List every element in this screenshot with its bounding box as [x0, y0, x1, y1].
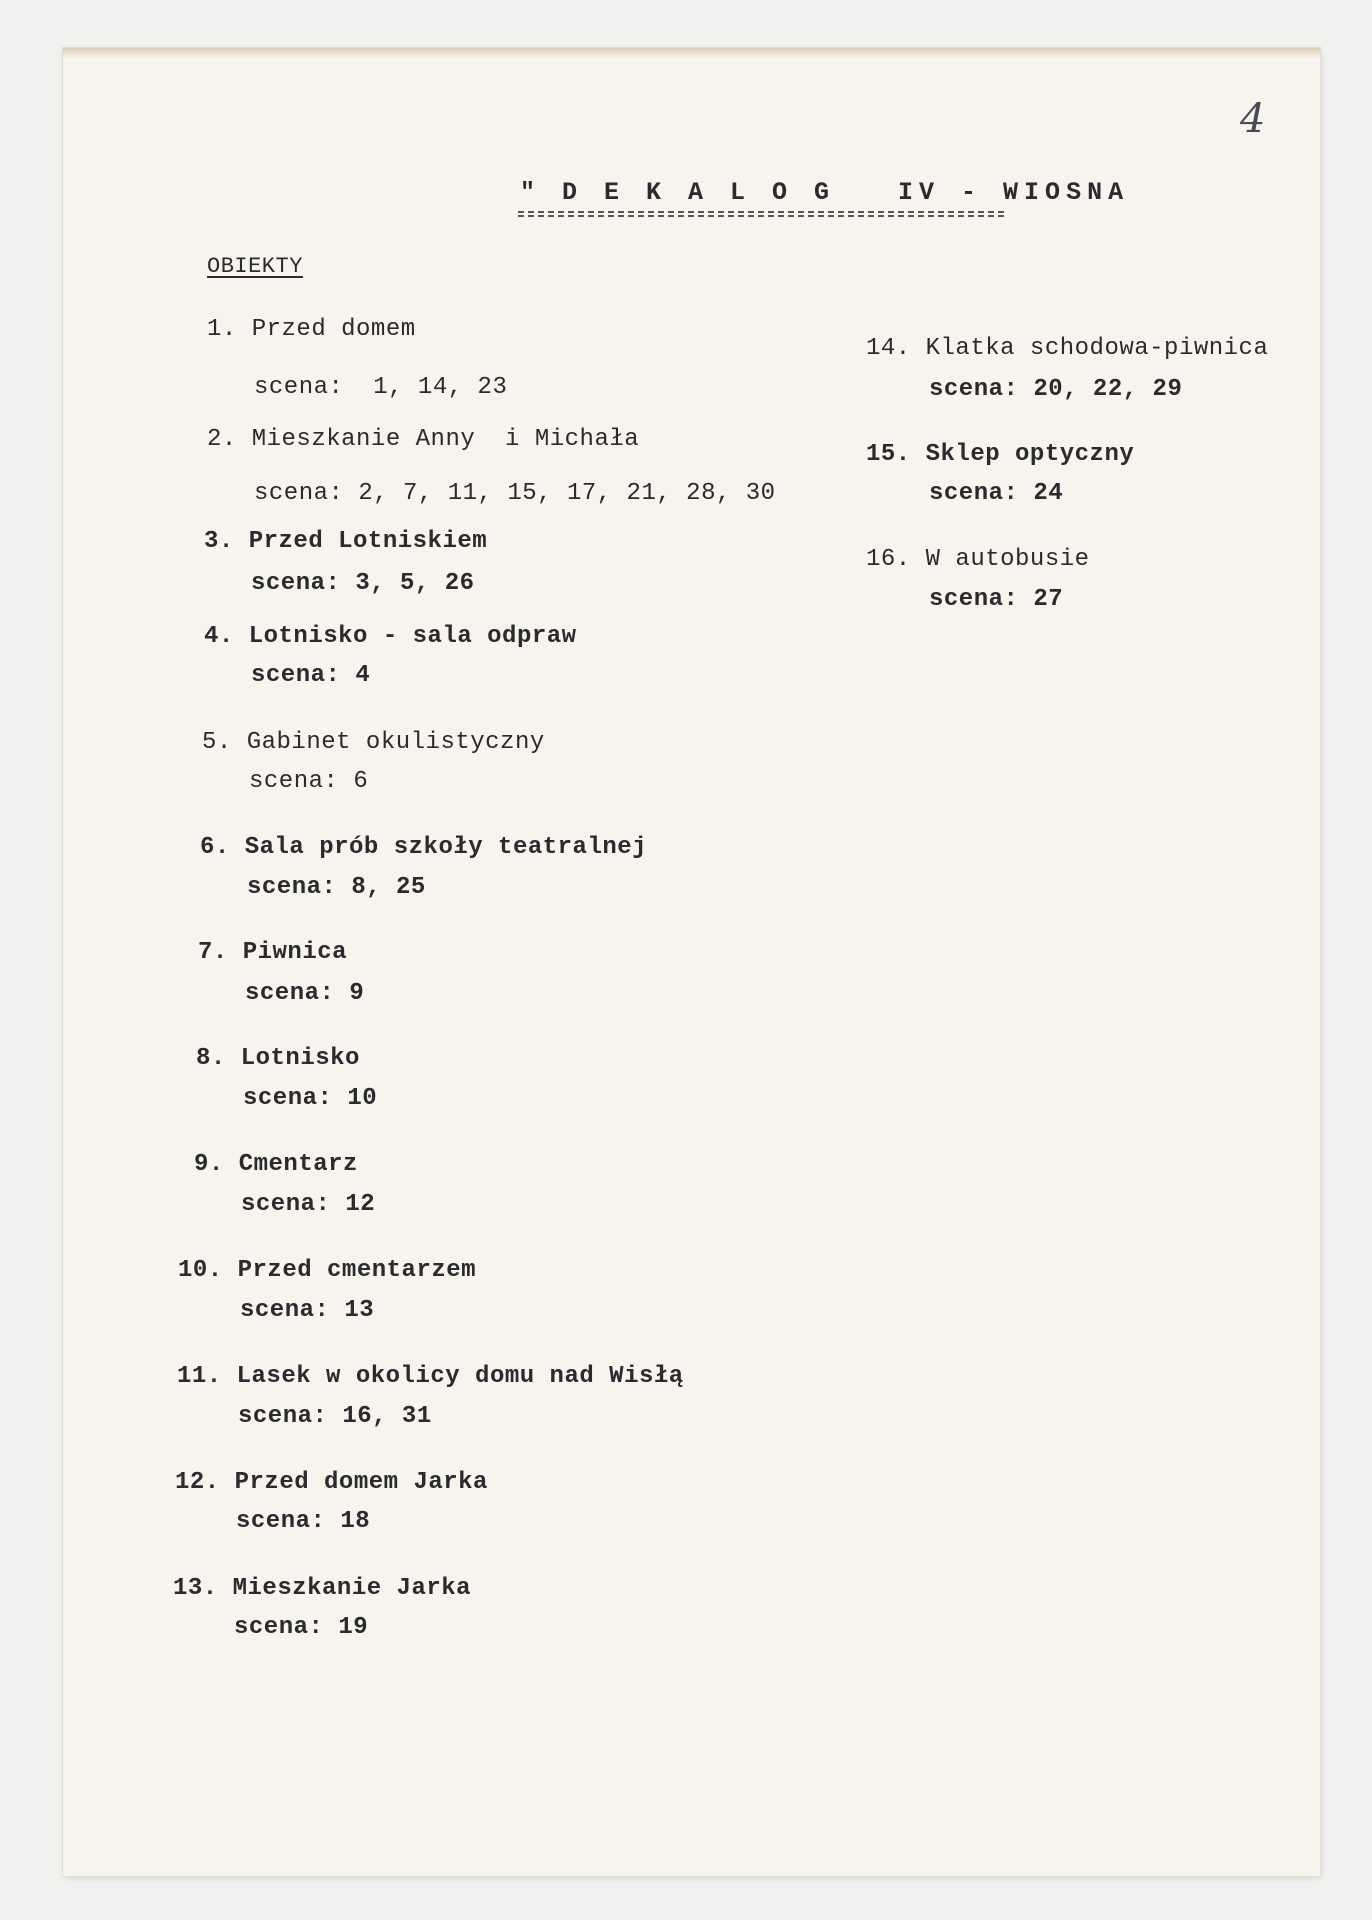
location-16-scenes: scena: 27 — [929, 586, 1064, 613]
location-14-title: 14. Klatka schodowa-piwnica — [866, 335, 1269, 362]
location-10-scenes: scena: 13 — [240, 1297, 375, 1324]
location-11-title: 11. Lasek w okolicy domu nad Wisłą — [177, 1363, 684, 1390]
location-10-title: 10. Przed cmentarzem — [178, 1257, 477, 1284]
location-7-scenes: scena: 9 — [245, 980, 365, 1007]
location-9-title: 9. Cmentarz — [194, 1151, 358, 1178]
location-12-scenes: scena: 18 — [236, 1508, 371, 1535]
location-4-scenes: scena: 4 — [251, 662, 371, 689]
section-heading: OBIEKTY — [207, 254, 303, 279]
location-13-scenes: scena: 19 — [234, 1614, 369, 1641]
paper-top-edge — [63, 48, 1320, 58]
location-3-scenes: scena: 3, 5, 26 — [251, 570, 475, 597]
location-8-scenes: scena: 10 — [243, 1085, 378, 1112]
page-number: 4 — [1240, 96, 1266, 142]
location-11-scenes: scena: 16, 31 — [238, 1403, 432, 1430]
location-6-scenes: scena: 8, 25 — [247, 874, 426, 901]
location-16-title: 16. W autobusie — [866, 546, 1090, 573]
location-9-scenes: scena: 12 — [241, 1191, 376, 1218]
location-5-scenes: scena: 6 — [249, 768, 369, 795]
location-2-title: 2. Mieszkanie Anny i Michała — [207, 426, 640, 453]
location-6-title: 6. Sala prób szkoły teatralnej — [200, 834, 648, 861]
location-15-scenes: scena: 24 — [929, 480, 1064, 507]
location-8-title: 8. Lotnisko — [196, 1045, 360, 1072]
location-3-title: 3. Przed Lotniskiem — [204, 528, 488, 555]
location-14-scenes: scena: 20, 22, 29 — [929, 376, 1183, 403]
location-4-title: 4. Lotnisko - sala odpraw — [204, 623, 577, 650]
location-15-title: 15. Sklep optyczny — [866, 441, 1135, 468]
title-underline — [518, 211, 1004, 217]
location-5-title: 5. Gabinet okulistyczny — [202, 729, 545, 756]
location-7-title: 7. Piwnica — [198, 939, 348, 966]
location-1-scenes: scena: 1, 14, 23 — [254, 374, 508, 401]
location-13-title: 13. Mieszkanie Jarka — [173, 1575, 472, 1602]
location-2-scenes: scena: 2, 7, 11, 15, 17, 21, 28, 30 — [254, 480, 776, 507]
location-1-title: 1. Przed domem — [207, 316, 416, 343]
document-title: " D E K A L O G IV - WIOSNA — [520, 178, 1130, 207]
location-12-title: 12. Przed domem Jarka — [175, 1469, 488, 1496]
